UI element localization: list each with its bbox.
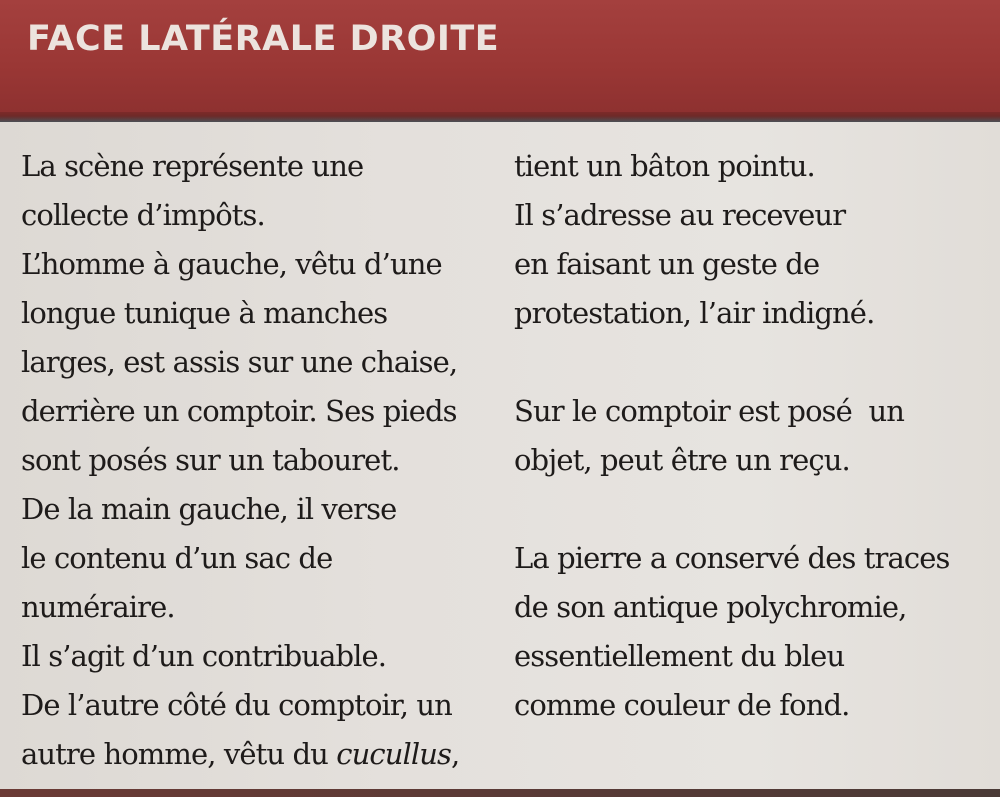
text-line: Il s’agit d’un contribuable.	[21, 639, 387, 673]
text-column-left	[21, 142, 459, 779]
text-line: comme couleur de fond.	[514, 688, 850, 722]
text-line-last	[21, 730, 459, 779]
text-line: Sur le comptoir est posé un	[514, 394, 905, 428]
text-line: de son antique polychromie,	[514, 590, 907, 624]
italic-term: cucullus	[336, 737, 452, 771]
placard-header	[0, 0, 1000, 120]
text-line: La pierre a conservé des traces	[514, 541, 950, 575]
text-line: protestation, l’air indigné.	[514, 296, 875, 330]
blank-line	[514, 485, 949, 534]
text-fragment: autre homme, vêtu du	[21, 737, 337, 771]
text-line: objet, peut être un reçu.	[514, 443, 850, 477]
header-divider	[0, 112, 1000, 122]
text-column-right	[514, 142, 949, 730]
text-line: le contenu d’un sac de	[21, 541, 333, 575]
text-line: De l’autre côté du comptoir, un	[21, 688, 452, 722]
text-line: longue tunique à manches	[21, 296, 388, 330]
text-line: essentiellement du bleu	[514, 639, 845, 673]
text-line: Il s’adresse au receveur	[514, 198, 846, 232]
text-line: De la main gauche, il verse	[21, 492, 397, 526]
blank-line	[514, 338, 949, 387]
text-line: derrière un comptoir. Ses pieds	[21, 394, 457, 428]
text-line: collecte d’impôts.	[21, 198, 265, 232]
text-line: sont posés sur un tabouret.	[21, 443, 400, 477]
text-line: La scène représente une	[21, 149, 364, 183]
text-line: L’homme à gauche, vêtu d’une	[21, 247, 442, 281]
text-fragment: ,	[451, 737, 460, 771]
text-line: numéraire.	[21, 590, 175, 624]
text-line: larges, est assis sur une chaise,	[21, 345, 458, 379]
text-line: en faisant un geste de	[514, 247, 820, 281]
placard-title: FACE LATÉRALE DROITE	[27, 19, 500, 59]
text-line: tient un bâton pointu.	[514, 149, 815, 183]
bottom-edge	[0, 789, 1000, 797]
